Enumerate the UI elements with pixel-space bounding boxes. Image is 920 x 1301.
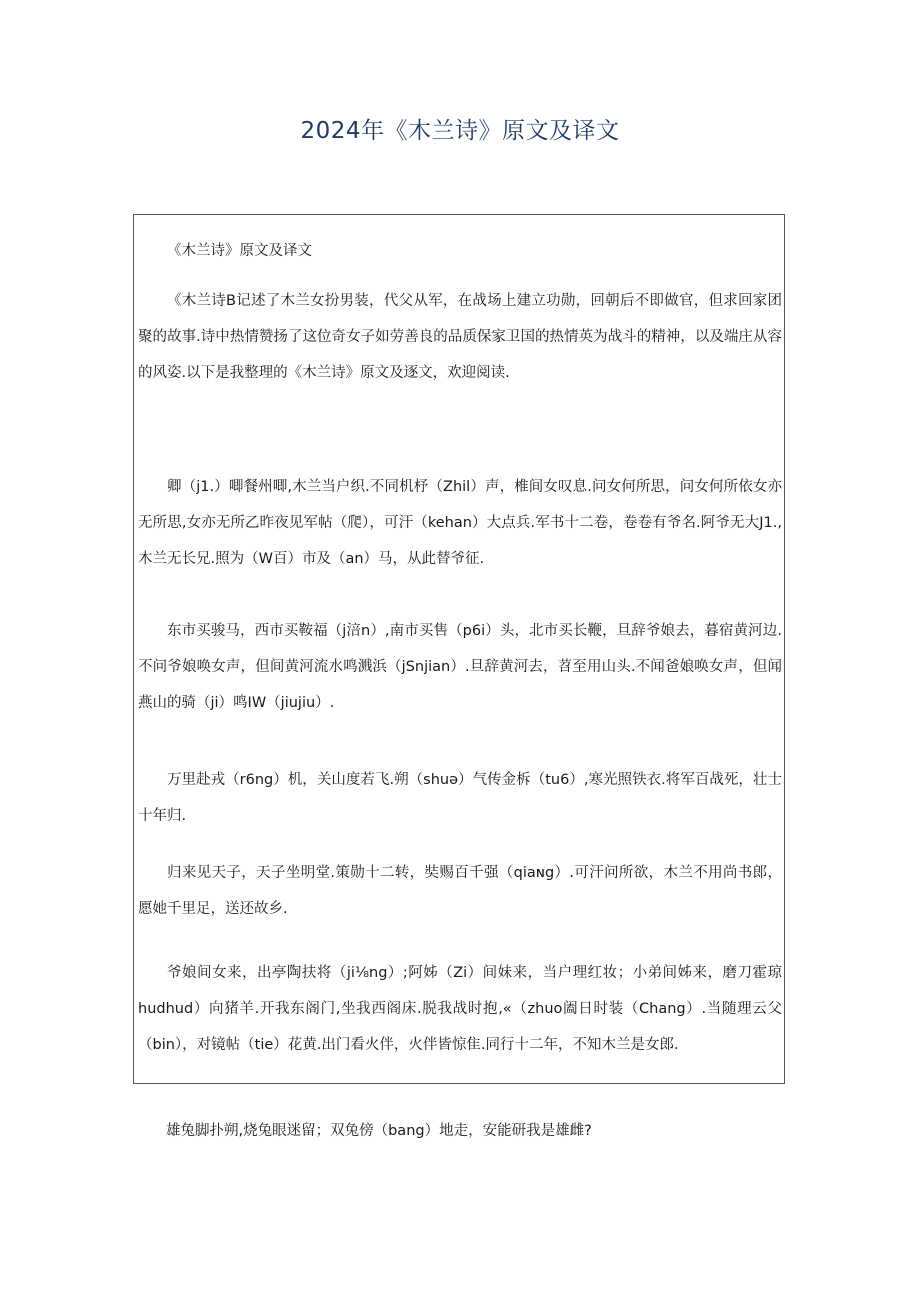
poem-paragraph-4: 归来见天子，天子坐明堂.策勋十二转，奘赐百千强（qiaɴg）.可汗问所欲，木兰不用尚书郎，愿她千里足，送还故乡.: [138, 865, 782, 917]
poem-paragraph-3: 万里赴戎（r6ng）机，关山度若飞.朔（shuə）气传金柝（tu6）,寒光照铁衣.将军百战死，壮士十年归.: [138, 772, 782, 824]
section-heading: 《木兰诗》原文及译文: [167, 243, 312, 259]
content-box: [133, 214, 785, 1084]
poem-paragraph-2: 东市买骏马，西市买鞍福（j涪n）,南市买售（p6i）头，北市买长鞭，旦辞爷娘去，暮宿黄河边.不问爷娘唤女声，但间黄河流水鸣溅浜（jSnjian）.旦辞黄河去，苕至用山头.不闻爸娘唤女声，但闻燕山的骑（ji）鸣IW（jiujiu）.: [138, 623, 782, 711]
poem-paragraph-5: 爷娘间女来，出亭陶扶将（ji⅛ng）;阿姊（Zi）间妹来，当户理红妆；小弟间姊来，磨刀霍琼hudhud）向猪羊.开我东阁门,坐我西阁床.脱我战时抱,«（zhuo阖日时装（Chang）.当随理云父（bin），对镜帖（tie）花黄.出门看火伴，火伴皆惊隹.同行十二年，不知木兰是女郎.: [138, 965, 782, 1053]
intro-paragraph: 《木兰诗B记述了木兰女扮男装，代父从军，在战场上建立功勋，回朝后不即做官，但求回家团聚的故事.诗中热情赞扬了这位奇女子如劳善良的品质保家卫国的热情英为战斗的精神，以及端庄从容的风姿.以下是我整理的《木兰诗》原文及逐文，欢迎阅读.: [138, 293, 782, 381]
document-title: 2024年《木兰诗》原文及译文: [300, 118, 620, 144]
poem-paragraph-6: 雄兔脚扑朔,烧兔眼迷留；双兔傍（bang）地走，安能研我是雄雌?: [166, 1123, 592, 1139]
poem-paragraph-1: 卿（j1.）唧餐州唧,木兰当户织.不同机杼（Zhil）声，椎间女叹息.问女何所思，问女何所依女亦无所思,女亦无所乙昨夜见军帖（爬），可汗（kehan）大点兵.军书十二卷，卷卷有爷名.阿爷无大J1.,木兰无长兄.照为（W百）市及（an）马，从此替爷征.: [138, 479, 782, 567]
